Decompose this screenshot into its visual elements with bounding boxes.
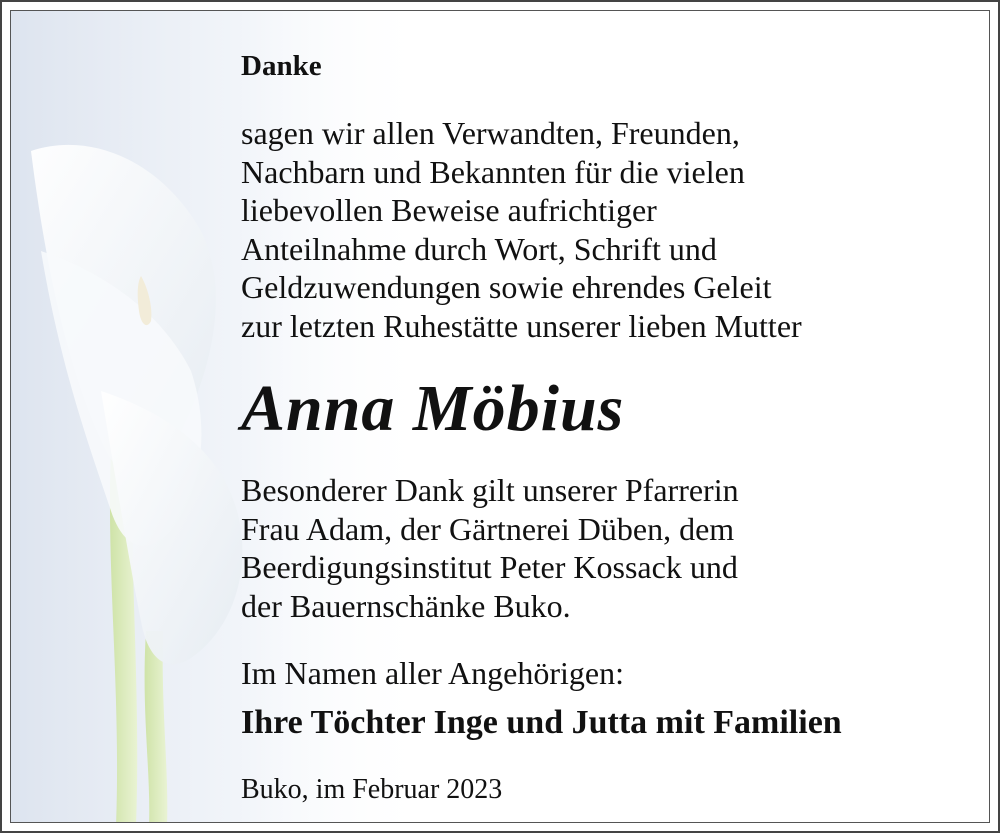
place-date-line: Buko, im Februar 2023 [241, 774, 503, 805]
thanks-line: Geldzuwendungen sowie ehrendes Geleit [241, 269, 772, 305]
special-thanks-paragraph [241, 471, 739, 625]
special-thanks-line: Frau Adam, der Gärtnerei Düben, dem [241, 510, 735, 547]
signoff-names: Ihre Töchter Inge und Jutta mit Familien [241, 704, 842, 741]
special-thanks-line: der Bauernschänke Buko. [241, 587, 571, 624]
special-thanks-line: Beerdigungsinstitut Peter Kossack und [241, 549, 738, 585]
notice-inner-frame [10, 10, 990, 823]
thanks-line: sagen wir allen Verwandten, Freunden, [241, 115, 740, 151]
thanks-line: Nachbarn und Bekannten für die vielen [241, 153, 745, 190]
thanks-paragraph [241, 114, 802, 345]
thanks-line: Anteilnahme durch Wort, Schrift und [241, 230, 717, 267]
deceased-name: Anna Möbius [241, 372, 625, 445]
signoff-intro: Im Namen aller Angehörigen: [241, 655, 624, 691]
notice-heading: Danke [241, 50, 322, 82]
thanks-line: zur letzten Ruhestätte unserer lieben Mutter [241, 307, 802, 344]
special-thanks-line: Besonderer Dank gilt unserer Pfarrerin [241, 472, 739, 508]
thanks-line: liebevollen Beweise aufrichtiger [241, 192, 657, 228]
